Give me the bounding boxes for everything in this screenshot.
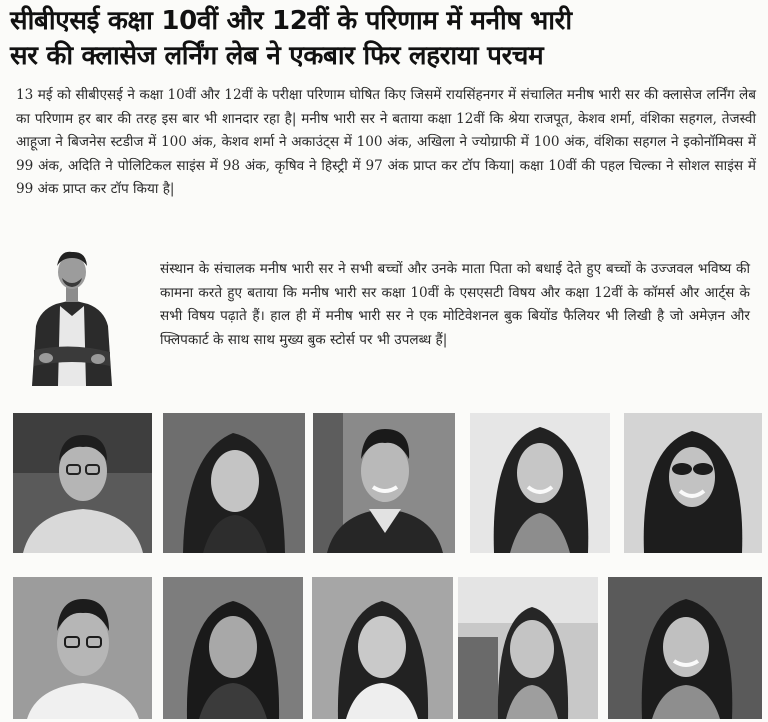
student-photo-3 — [313, 413, 455, 553]
student-photo-4 — [470, 413, 610, 553]
student-photo-1 — [13, 413, 152, 553]
director-portrait — [26, 246, 118, 386]
student-photo-8 — [312, 577, 453, 719]
student-photo-6 — [13, 577, 152, 719]
headline — [10, 4, 760, 74]
student-photo-10 — [608, 577, 762, 719]
student-photo-9 — [458, 577, 598, 719]
article-paragraph-1: 13 मई को सीबीएसई ने कक्षा 10वीं और 12वीं के परीक्षा परिणाम घोषित किए जिसमें रायसिंहनगर में संचालित मनीष भारी सर की क्लासेज लर्निंग लेब का परिणाम हर बार की तरह इस बार भी शानदार रहा है| मनीष भारी सर ने बताया कक्षा 12वीं कि श्रेया राजपूत, केशव शर्मा, वंशिका सहगल, तेजस्वी आहूजा ने बिजनेस स्टडीज में 100 अंक, केशव शर्मा ने अकाउंट्स में 100 अंक, अखिला ने ज्योग्राफी में 100 अंक, वंशिका सहगल ने इकोनॉमिक्स में 99 अंक, अदिति ने पोलिटिकल साइंस में 98 अंक, कृषिव ने हिस्ट्री में 97 अंक प्राप्त कर टॉप किया| कक्षा 10वीं की पहल चिल्का ने सोशल साइंस में 99 अंक प्राप्त कर टॉप किया है| — [16, 87, 756, 198]
student-photo-7 — [163, 577, 303, 719]
headline-line-1: सीबीएसई कक्षा 10वीं और 12वीं के परिणाम में मनीष भारी — [10, 6, 572, 36]
headline-line-2: सर की क्लासेज लर्निंग लेब ने एकबार फिर लहराया परचम — [10, 41, 544, 71]
article-paragraph-2: संस्थान के संचालक मनीष भारी सर ने सभी बच्चों और उनके माता पिता को बधाई देते हुए बच्चों के उज्जवल भविष्य की कामना करते हुए बताया कि मनीष भारी सर कक्षा 10वीं के एसएसटी विषय और कक्षा 12वीं के कॉमर्स और आर्ट्स के सभी विषय पढ़ाते हैं। हाल ही में मनीष भारी सर ने एक मोटिवेशनल बुक बियोंड फैलियर भी लिखी है जो अमेज़न और फ्लिपकार्ट के साथ साथ मुख्य बुक स्टोर्स पर भी उपलब्ध हैं| — [160, 261, 750, 348]
student-photo-5 — [624, 413, 762, 553]
student-photo-2 — [163, 413, 305, 553]
